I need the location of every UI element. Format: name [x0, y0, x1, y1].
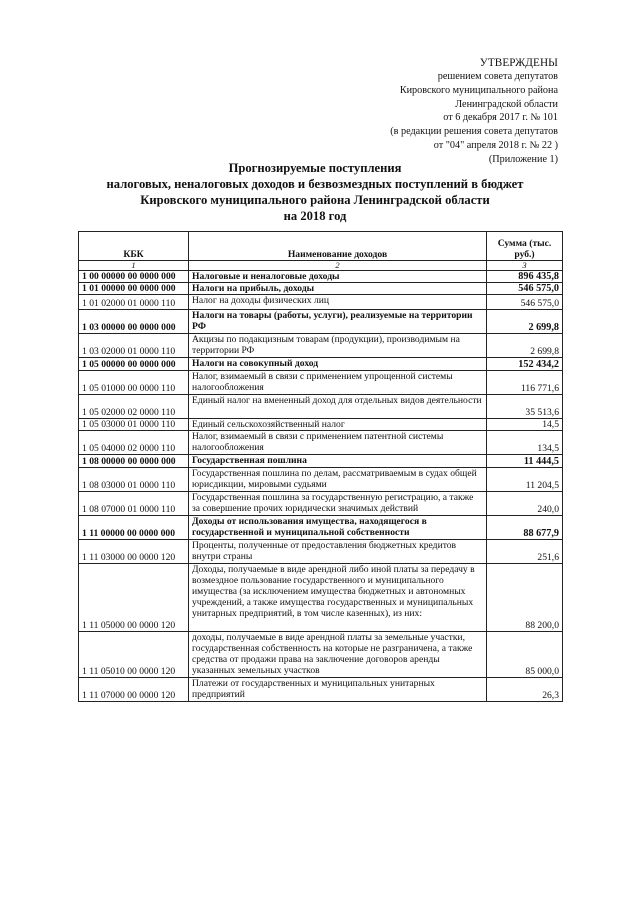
approval-line: решением совета депутатов — [437, 71, 558, 82]
name-cell: Платежи от государственных и муниципальных унитарных предприятий — [189, 678, 487, 702]
sum-cell: 134,5 — [487, 431, 563, 455]
code-cell: 1 11 00000 00 0000 000 — [79, 516, 189, 540]
document-title — [80, 160, 550, 224]
title-line: Кировского муниципального района Ленинградской области — [140, 193, 490, 207]
table-row — [79, 295, 563, 310]
approval-heading: УТВЕРЖДЕНЫ — [479, 57, 558, 69]
table-row — [79, 492, 563, 516]
code-cell: 1 05 02000 02 0000 110 — [79, 395, 189, 419]
approval-line: Ленинградской области — [455, 98, 558, 110]
table-row — [79, 564, 563, 632]
title-line: Прогнозируемые поступления — [228, 161, 402, 175]
approval-line: Кировского муниципального района — [399, 84, 558, 96]
name-cell: Акцизы по подакцизным товарам (продукции), производимым на территории РФ — [189, 334, 487, 358]
code-cell: 1 08 00000 00 0000 000 — [79, 455, 189, 468]
sum-cell: 14,5 — [487, 419, 563, 431]
code-cell: 1 03 00000 00 0000 000 — [79, 310, 189, 334]
code-cell: 1 05 04000 02 0000 110 — [79, 431, 189, 455]
table-row — [79, 283, 563, 295]
code-cell: 1 01 00000 00 0000 000 — [79, 283, 189, 295]
table-row — [79, 310, 563, 334]
name-cell: Единый налог на вмененный доход для отдельных видов деятельности — [189, 395, 487, 419]
sum-cell: 896 435,8 — [487, 271, 563, 283]
approval-line: от 6 декабря 2017 г. № 101 — [443, 112, 558, 124]
table-row — [79, 431, 563, 455]
code-cell: 1 08 07000 01 0000 110 — [79, 492, 189, 516]
title-line: налоговых, неналоговых доходов и безвозмездных поступлений в бюджет — [106, 177, 524, 191]
name-cell: Налоговые и неналоговые доходы — [189, 271, 487, 283]
name-cell: Доходы, получаемые в виде арендной либо иной платы за передачу в возмездное пользование государственного и муниципального имущества (за исключением имущества бюджетных и автономных учреждений, а также имущества государственных и муниципальных унитарных предприятий, в том числе казенных), из них: — [189, 564, 487, 632]
approval-block — [258, 56, 558, 167]
code-cell: 1 11 07000 00 0000 120 — [79, 678, 189, 702]
table-row — [79, 395, 563, 419]
name-cell: Доходы от использования имущества, находящегося в государственной и муниципальной собственности — [189, 516, 487, 540]
table-row — [79, 334, 563, 358]
sum-cell: 88 200,0 — [487, 564, 563, 632]
name-cell: Государственная пошлина за государственную регистрацию, а также за совершение прочих юридически значимых действий — [189, 492, 487, 516]
column-index: 1 — [79, 261, 189, 271]
sum-cell: 11 204,5 — [487, 468, 563, 492]
sum-cell: 85 000,0 — [487, 632, 563, 678]
sum-cell: 2 699,8 — [487, 310, 563, 334]
code-cell: 1 05 00000 00 0000 000 — [79, 358, 189, 371]
header-sum: Сумма (тыс. руб.) — [487, 232, 563, 261]
name-cell: Государственная пошлина — [189, 455, 487, 468]
table-row — [79, 371, 563, 395]
table-row — [79, 678, 563, 702]
name-cell: Государственная пошлина по делам, рассматриваемым в судах общей юрисдикции, мировыми судьями — [189, 468, 487, 492]
column-index-row — [79, 261, 563, 271]
sum-cell: 35 513,6 — [487, 395, 563, 419]
code-cell: 1 01 02000 01 0000 110 — [79, 295, 189, 310]
table-row — [79, 540, 563, 564]
sum-cell: 251,6 — [487, 540, 563, 564]
code-cell: 1 11 05000 00 0000 120 — [79, 564, 189, 632]
code-cell: 1 03 02000 01 0000 110 — [79, 334, 189, 358]
code-cell: 1 11 05010 00 0000 120 — [79, 632, 189, 678]
sum-cell: 546 575,0 — [487, 295, 563, 310]
approval-line: от "04" апреля 2018 г. № 22 ) — [433, 139, 558, 151]
sum-cell: 88 677,9 — [487, 516, 563, 540]
sum-cell: 116 771,6 — [487, 371, 563, 395]
name-cell: Налог на доходы физических лиц — [189, 295, 487, 310]
name-cell: Налог, взимаемый в связи с применением патентной системы налогообложения — [189, 431, 487, 455]
title-line: на 2018 год — [283, 209, 347, 223]
table-row — [79, 516, 563, 540]
sum-cell: 546 575,0 — [487, 283, 563, 295]
sum-cell: 152 434,2 — [487, 358, 563, 371]
table-row — [79, 455, 563, 468]
name-cell: Налоги на товары (работы, услуги), реализуемые на территории РФ — [189, 310, 487, 334]
table-row — [79, 632, 563, 678]
name-cell: Проценты, полученные от предоставления бюджетных кредитов внутри страны — [189, 540, 487, 564]
sum-cell: 240,0 — [487, 492, 563, 516]
table-row — [79, 358, 563, 371]
code-cell: 1 05 01000 00 0000 110 — [79, 371, 189, 395]
name-cell: доходы, получаемые в виде арендной платы за земельные участки, государственная собственность на которые не разграничена, а также средства от продажи права на заключение договоров аренды указанных земельных участков — [189, 632, 487, 678]
code-cell: 1 08 03000 01 0000 110 — [79, 468, 189, 492]
header-name: Наименование доходов — [189, 232, 487, 261]
table-row — [79, 468, 563, 492]
header-code: КБК — [79, 232, 189, 261]
name-cell: Налоги на совокупный доход — [189, 358, 487, 371]
table-row — [79, 271, 563, 283]
sum-cell: 26,3 — [487, 678, 563, 702]
revenue-table — [78, 231, 563, 702]
column-index: 2 — [189, 261, 487, 271]
approval-line: (Приложение 1) — [488, 153, 558, 165]
column-index: 3 — [487, 261, 563, 271]
approval-line: (в редакции решения совета депутатов — [390, 126, 558, 138]
code-cell: 1 00 00000 00 0000 000 — [79, 271, 189, 283]
name-cell: Налог, взимаемый в связи с применением упрощенной системы налогообложения — [189, 371, 487, 395]
code-cell: 1 05 03000 01 0000 110 — [79, 419, 189, 431]
name-cell: Налоги на прибыль, доходы — [189, 283, 487, 295]
sum-cell: 2 699,8 — [487, 334, 563, 358]
table-row — [79, 419, 563, 431]
code-cell: 1 11 03000 00 0000 120 — [79, 540, 189, 564]
name-cell: Единый сельскохозяйственный налог — [189, 419, 487, 431]
sum-cell: 11 444,5 — [487, 455, 563, 468]
